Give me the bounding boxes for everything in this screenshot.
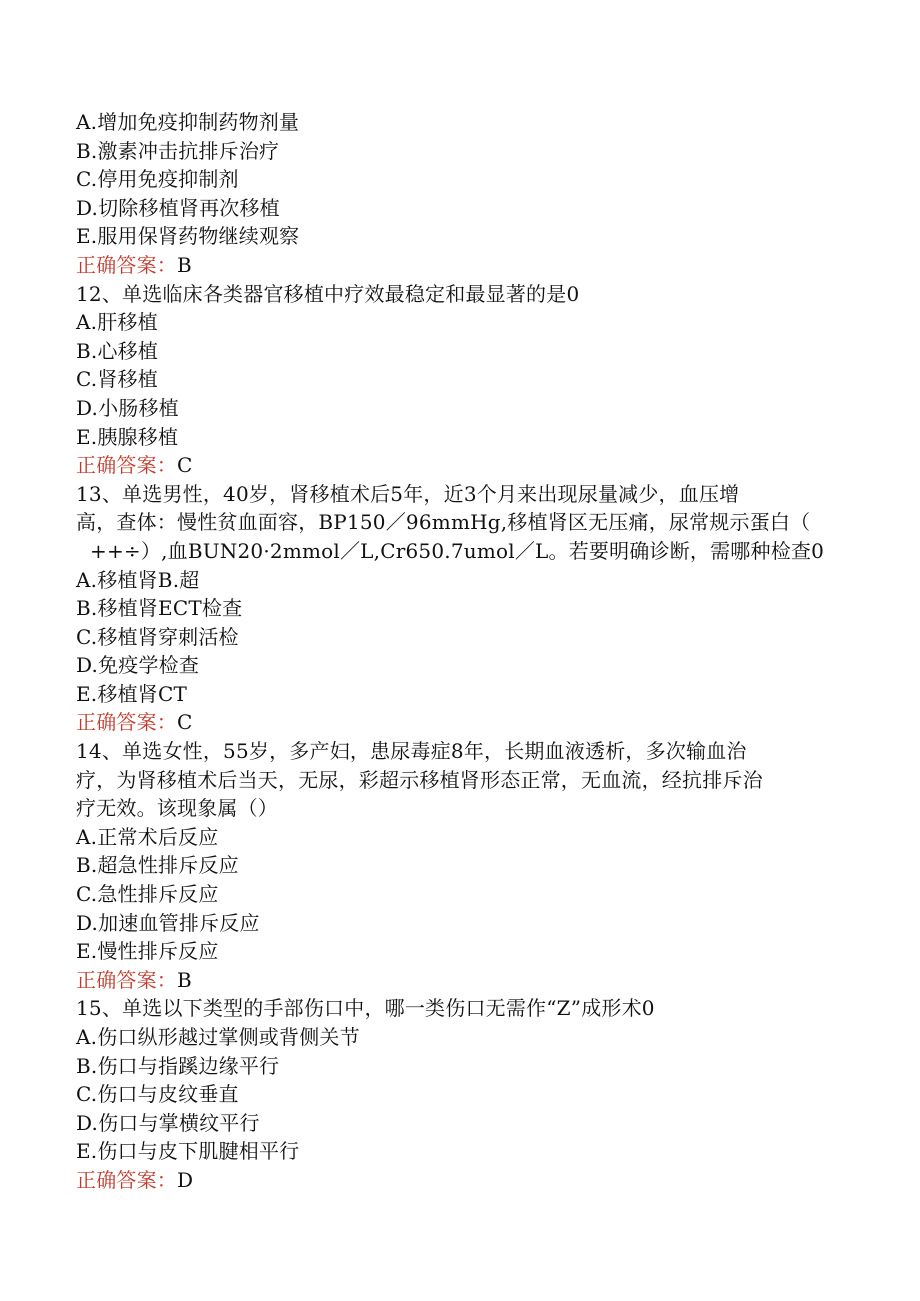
option-c: C.停用免疫抑制剂 [76,167,239,192]
question-stem: 15、单选以下类型的手部伤口中，哪一类伤口无需作“Z”成形术0 [76,996,655,1021]
option-e: E.服用保肾药物继续观察 [76,224,300,249]
option-b: B.激素冲击抗排斥治疗 [76,138,280,163]
document-page [76,108,836,1195]
option-e: E.慢性排斥反应 [76,939,219,964]
answer-line [76,708,836,737]
answer-value: B [177,967,192,992]
answer-label: 正确答案： [76,967,177,992]
option-a: A.肝移植 [76,310,158,335]
option-b: B.心移植 [76,338,159,363]
question-11 [76,108,836,280]
answer-value: C [177,710,193,735]
option-c: C.急性排斥反应 [76,882,219,907]
answer-value: C [177,453,193,478]
question-14 [76,737,836,994]
option-c: C.肾移植 [76,367,158,392]
question-stem: 12、单选临床各类器官移植中疗效最稳定和最显著的是0 [76,281,580,306]
answer-line [76,1166,836,1195]
answer-value: B [177,252,192,277]
question-stem-line-3: ++÷）,血BUN20·2mmol／L,Cr650.7umol／L。若要明确诊断，需哪种检查0 [90,538,825,563]
question-stem: 13、单选男性，40岁，肾移植术后5年，近3个月来出现尿量减少，血压增 [76,481,740,506]
answer-value: D [177,1167,194,1192]
option-c: C.移植肾穿刺活检 [76,624,239,649]
answer-line [76,966,836,995]
answer-label: 正确答案： [76,1167,177,1192]
answer-label: 正确答案： [76,252,177,277]
option-a: A.移植肾B.超 [76,567,200,592]
question-stem-line-2: 高，查体：慢性贫血面容，BP150／96mmHg,移植肾区无压痛，尿常规示蛋白（ [76,510,811,535]
option-d: D.小肠移植 [76,395,179,420]
option-e: E.伤口与皮下肌腱相平行 [76,1139,300,1164]
question-15 [76,994,836,1194]
option-d: D.免疫学检查 [76,653,200,678]
option-d: D.切除移植肾再次移植 [76,195,280,220]
question-13 [76,480,836,737]
option-b: B.移植肾ECT检查 [76,596,243,621]
option-e: E.胰腺移植 [76,424,179,449]
option-d: D.伤口与掌横纹平行 [76,1110,260,1135]
option-c: C.伤口与皮纹垂直 [76,1082,239,1107]
option-e: E.移植肾CT [76,681,187,706]
question-12 [76,280,836,480]
question-stem-line-2: 疗，为肾移植术后当天，无尿，彩超示移植肾形态正常，无血流，经抗排斥治 [76,767,763,792]
answer-label: 正确答案： [76,453,177,478]
answer-label: 正确答案： [76,710,177,735]
option-d: D.加速血管排斥反应 [76,910,260,935]
option-b: B.伤口与指蹊边缘平行 [76,1053,280,1078]
option-a: A.增加免疫抑制药物剂量 [76,110,300,134]
option-a: A.伤口纵形越过掌侧或背侧关节 [76,1025,360,1049]
option-b: B.超急性排斥反应 [76,853,239,878]
option-a: A.正常术后反应 [76,824,219,849]
question-stem-line-3: 疗无效。该现象属（） [76,796,278,821]
answer-line [76,451,836,480]
question-stem: 14、单选女性，55岁，多产妇，患尿毒症8年，长期血液透析，多次输血治 [76,739,747,764]
answer-line [76,251,836,280]
